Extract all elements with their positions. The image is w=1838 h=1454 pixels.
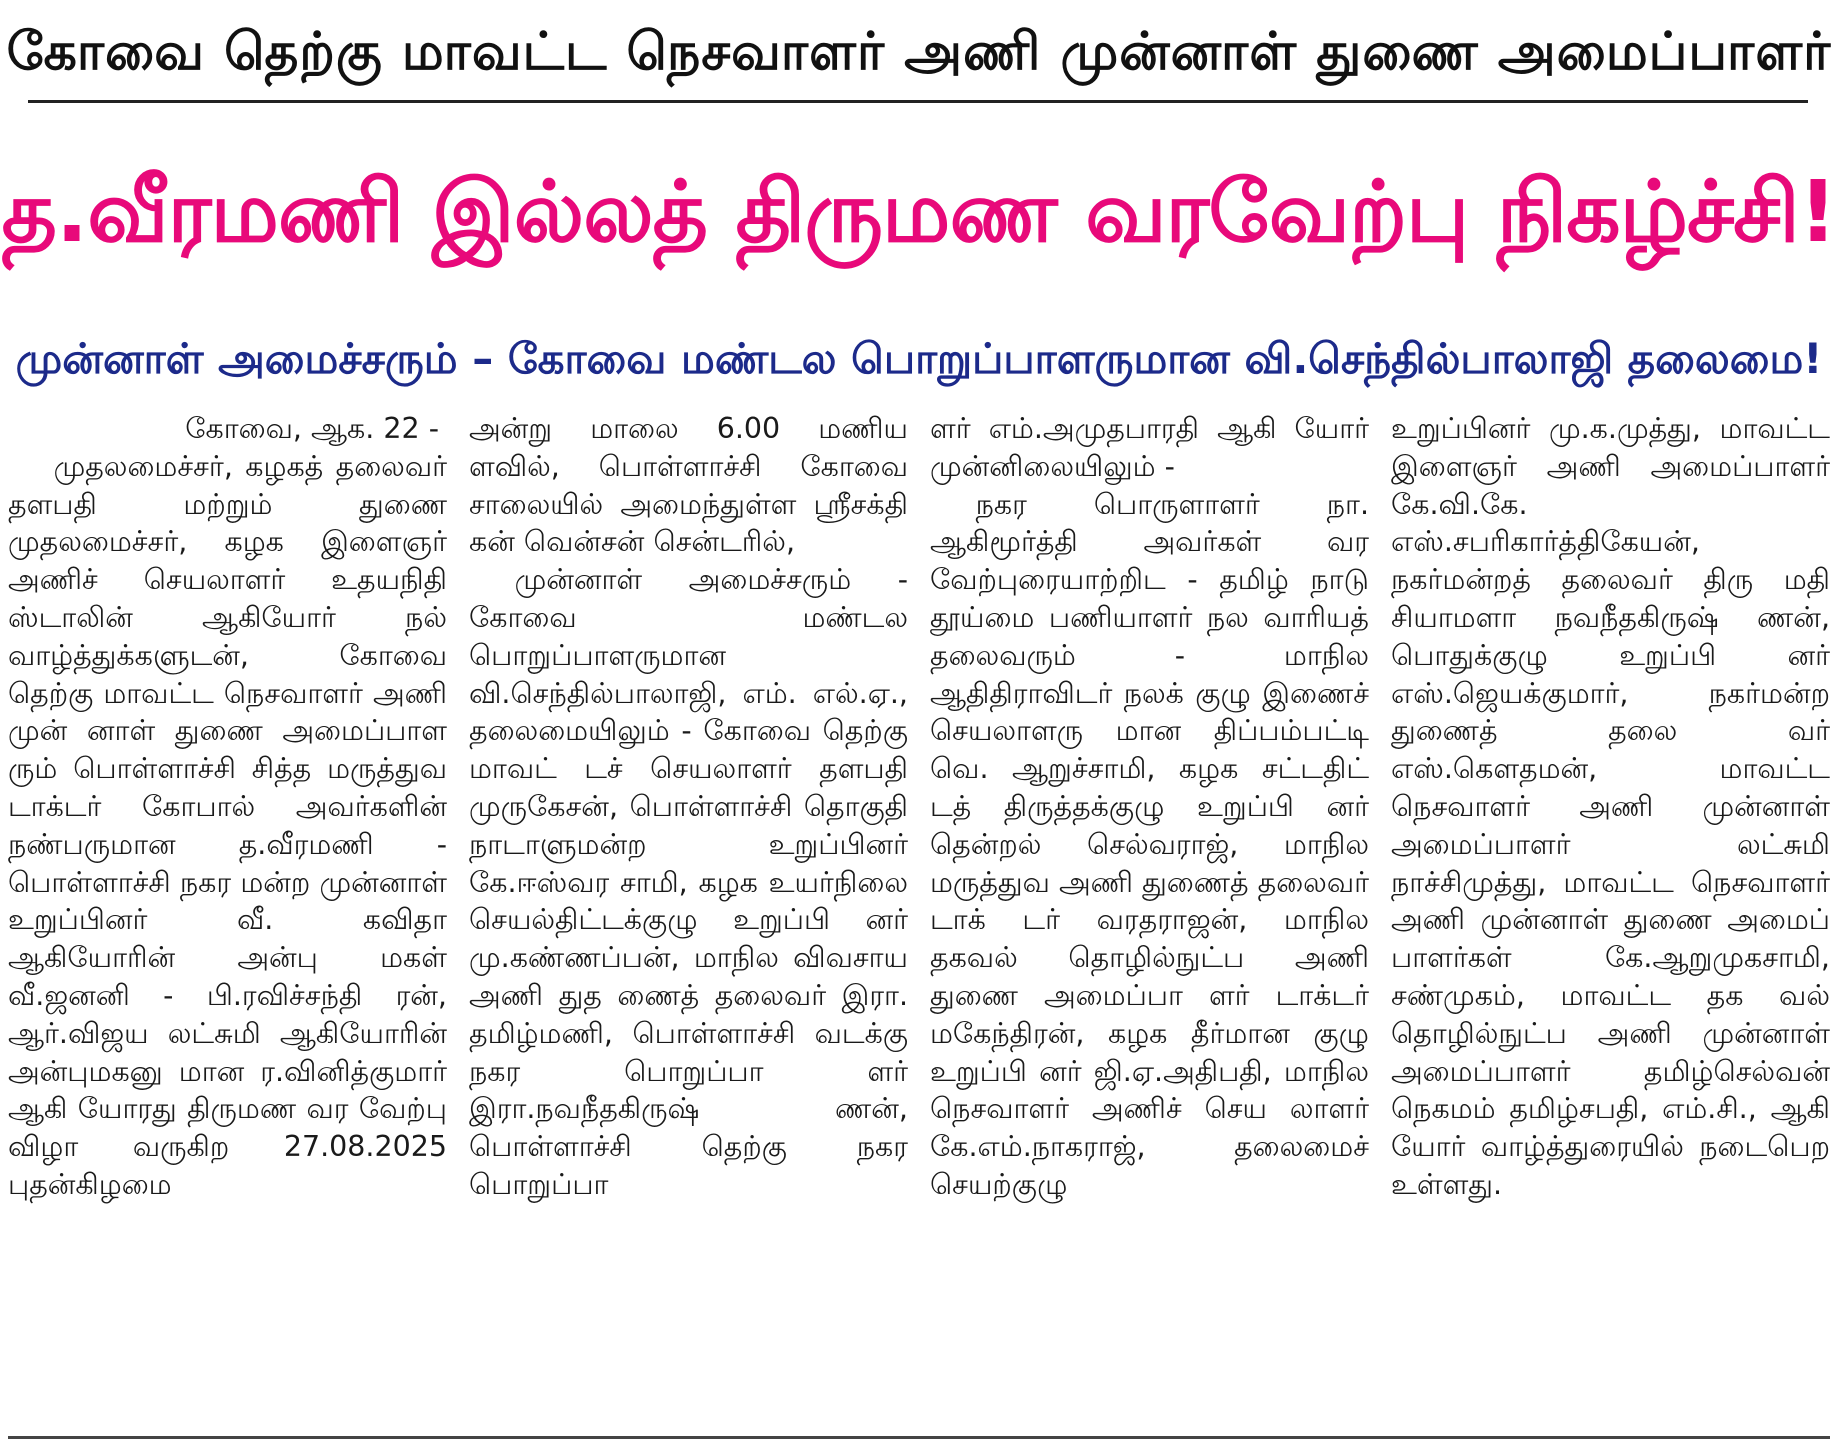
article-paragraph: உறுப்பினர் மு.க.முத்து, மாவட்ட இளைஞர் அணி அமைப்பாளர் கே.வி.கே. எஸ்.சபரிகார்த்திகேயன், நகர்மன்றத் தலைவர் திரு மதி சியாமளா நவநீதகிருஷ் ணன், பொதுக்குழு உறுப்பி னர் எஸ்.ஜெயக்குமார், நகர்மன்ற துணைத் தலை வர் எஸ்.கௌதமன், மாவட்ட நெசவாளர் அணி முன்னாள் அமைப்பாளர் லட்சுமி நாச்சிமுத்து, மாவட்ட நெசவாளர் அணி முன்னாள் துணை அமைப் பாளர்கள் கே.ஆறுமுகசாமி, சண்முகம், மாவட்ட தக வல் தொழில்நுட்ப அணி முன்னாள் அமைப்பாளர் தமிழ்செல்வன் நெகமம் தமிழ்சபதி, எம்.சி., ஆகி யோர் வாழ்த்துரையில் நடைபெற உள்ளது. (1391, 412, 1830, 1201)
article-paragraph: ளர் எம்.அமுதபாரதி ஆகி யோர் முன்னிலையிலும் - (930, 412, 1369, 483)
top-divider (28, 100, 1808, 103)
article-column-2 (469, 410, 908, 1430)
article-column-1 (8, 410, 447, 1430)
article-paragraph: முதலமைச்சர், கழகத் தலைவர் தளபதி மற்றும் துணை முதலமைச்சர், கழக இளைஞர் அணிச் செயலாளர் உதயநிதி ஸ்டாலின் ஆகியோர் நல் வாழ்த்துக்களுடன், கோவை தெற்கு மாவட்ட நெசவாளர் அணி முன் னாள் துணை அமைப்பாள ரும் பொள்ளாச்சி சித்த மருத்துவ டாக்டர் கோபால் அவர்களின் நண்பருமான த.வீரமணி - பொள்ளாச்சி நகர மன்ற முன்னாள் உறுப்பினர் வீ. கவிதா ஆகியோரின் அன்பு மகள் வீ.ஜனனி - பி.ரவிச்சந்தி ரன், ஆர்.விஜய லட்சுமி ஆகியோரின் அன்புமகனு மான ர.வினித்குமார் ஆகி யோரது திருமண வர வேற்பு விழா வருகிற 27.08.2025 புதன்கிழமை (8, 449, 447, 1201)
subheadline: முன்னாள் அமைச்சரும் – கோவை மண்டல பொறுப்பாளருமான வி.செந்தில்பாலாஜி தலைமை! (15, 334, 1823, 383)
article-column-3 (930, 410, 1369, 1430)
article-column-4 (1391, 410, 1830, 1430)
article-paragraph: முன்னாள் அமைச்சரும் - கோவை மண்டல பொறுப்பாளருமான வி.செந்தில்பாலாஜி, எம். எல்.ஏ., தலைமையிலும் - கோவை தெற்கு மாவட் டச் செயலாளர் தளபதி முருகேசன், பொள்ளாச்சி தொகுதி நாடாளுமன்ற உறுப்பினர் கே.ஈஸ்வர சாமி, கழக உயர்நிலை செயல்திட்டக்குழு உறுப்பி னர் மு.கண்ணப்பன், மாநில விவசாய அணி துத ணைத் தலைவர் இரா. தமிழ்மணி, பொள்ளாச்சி வடக்கு நகர பொறுப்பா ளர் இரா.நவநீதகிருஷ் ணன், பொள்ளாச்சி தெற்கு நகர பொறுப்பா (469, 563, 908, 1201)
article-paragraph: அன்று மாலை 6.00 மணிய ளவில், பொள்ளாச்சி கோவை சாலையில் அமைந்துள்ள ஸ்ரீசக்தி கன் வென்சன் சென்டரில், (469, 412, 908, 559)
article-paragraph: நகர பொருளாளர் நா. ஆகிமூர்த்தி அவர்கள் வர வேற்புரையாற்றிட - தமிழ் நாடு தூய்மை பணியாளர் நல வாரியத் தலைவரும் - மாநில ஆதிதிராவிடர் நலக் குழு இணைச் செயலாளரு மான திப்பம்பட்டி வெ. ஆறுச்சாமி, கழக சட்டதிட் டத் திருத்தக்குழு உறுப்பி னர் தென்றல் செல்வராஜ், மாநில மருத்துவ அணி துணைத் தலைவர் டாக் டர் வரதராஜன், மாநில தகவல் தொழில்நுட்ப அணி துணை அமைப்பா ளர் டாக்டர் மகேந்திரன், கழக தீர்மான குழு உறுப்பி னர் ஜி.ஏ.அதிபதி, மாநில நெசவாளர் அணிச் செய லாளர் கே.எம்.நாகராஜ், தலைமைச் செயற்குழு (930, 487, 1369, 1201)
dateline: கோவை, ஆக. 22 - (185, 412, 439, 445)
kicker-line: கோவை தெற்கு மாவட்ட நெசவாளர் அணி முன்னாள் துணை அமைப்பாளர் (6, 22, 1832, 82)
headline: த.வீரமணி இல்லத் திருமண வரவேற்பு நிகழ்ச்சி! (1, 163, 1837, 262)
bottom-divider (8, 1436, 1830, 1439)
article-body (8, 410, 1830, 1430)
